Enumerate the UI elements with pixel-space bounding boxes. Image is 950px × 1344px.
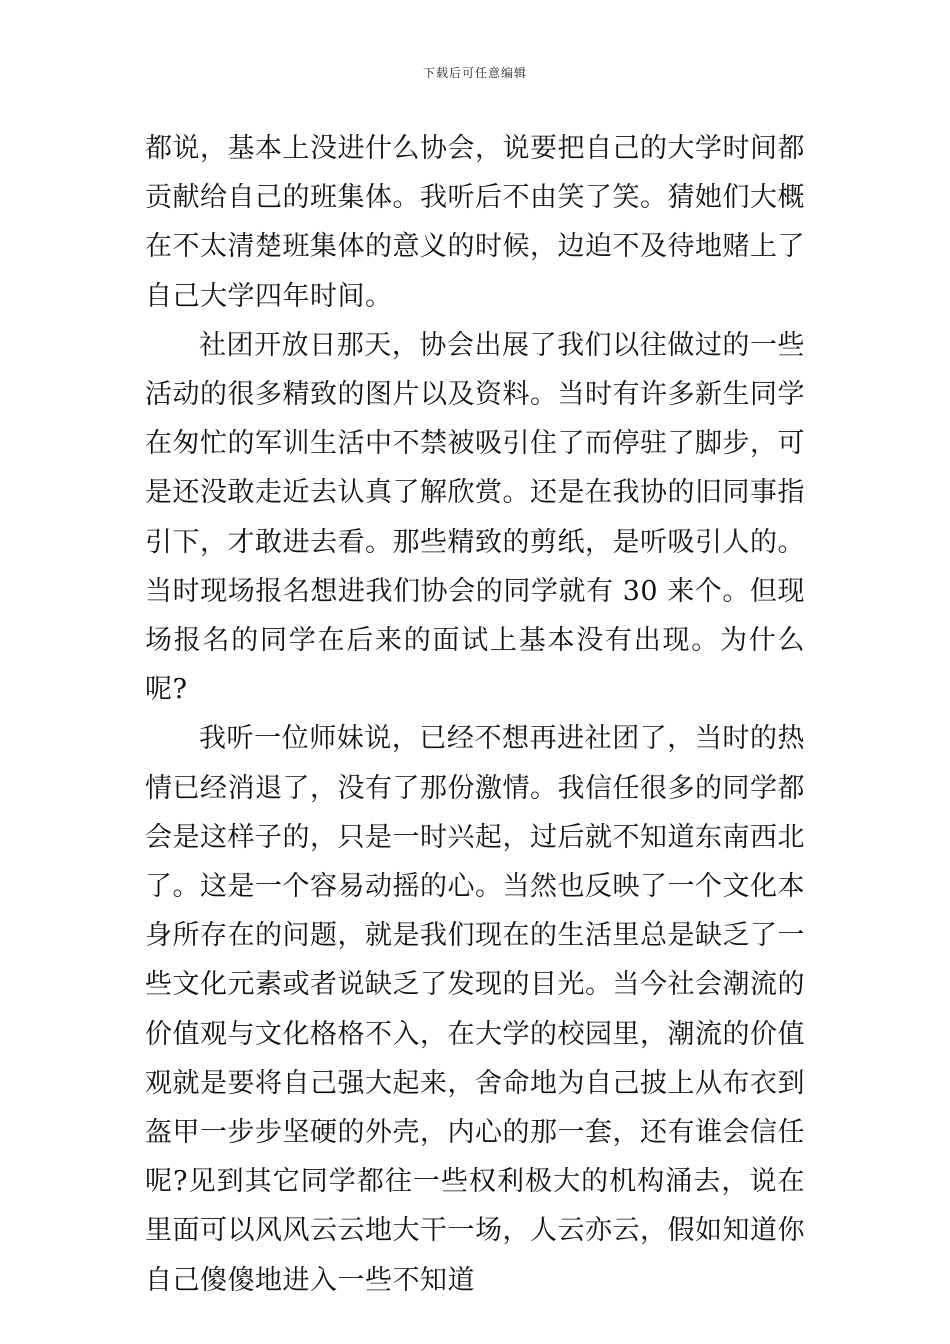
document-body (145, 124, 805, 1305)
paragraph-1: 都说，基本上没进什么协会，说要把自己的大学时间都贡献给自己的班集体。我听后不由笑了笑。猜她们大概在不太清楚班集体的意义的时候，边迫不及待地赌上了自己大学四年时间。 (145, 133, 805, 312)
page-header: 下载后可任意编辑 (422, 66, 527, 80)
paragraph-3: 我听一位师妹说，已经不想再进社团了，当时的热情已经消退了，没有了那份激情。我信任很多的同学都会是这样子的，只是一时兴起，过后就不知道东南西北了。这是一个容易动摇的心。当然也反映了一个文化本身所存在的问题，就是我们现在的生活里总是缺乏了一些文化元素或者说缺乏了发现的目光。当今社会潮流的价值观与文化格格不入，在大学的校园里，潮流的价值观就是要将自己强大起来，舍命地为自己披上从布衣到盔甲一步步坚硬的外壳，内心的那一套，还有谁会信任呢?见到其它同学都往一些权利极大的机构涌去，说在里面可以风风云云地大干一场，人云亦云，假如知道你自己傻傻地进入一些不知道 (145, 723, 805, 1296)
paragraph-2: 社团开放日那天，协会出展了我们以往做过的一些活动的很多精致的图片以及资料。当时有许多新生同学在匆忙的军训生活中不禁被吸引住了而停驻了脚步，可是还没敢走近去认真了解欣赏。还是在我协的旧同事指引下，才敢进去看。那些精致的剪纸，是听吸引人的。当时现场报名想进我们协会的同学就有 30 来个。但现场报名的同学在后来的面试上基本没有出现。为什么呢? (145, 329, 805, 706)
